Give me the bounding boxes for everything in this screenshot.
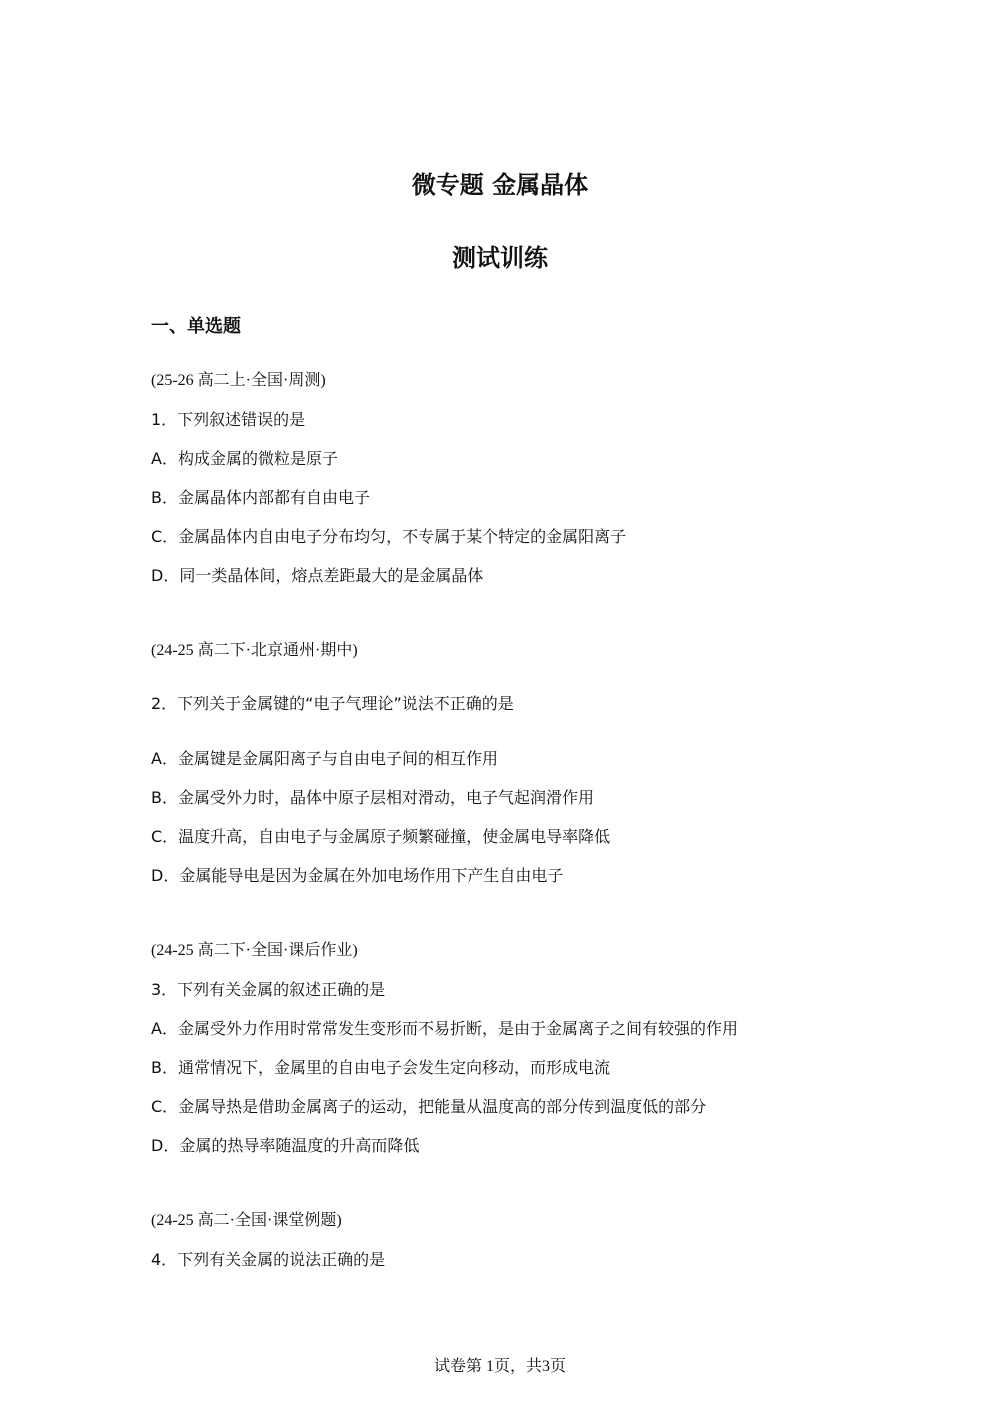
question-1-option-d: D．同一类晶体间，熔点差距最大的是金属晶体: [151, 566, 484, 585]
question-3-stem: 3．下列有关金属的叙述正确的是: [151, 980, 386, 999]
question-1-source: (25-26 高二上·全国·周测): [151, 372, 326, 389]
question-2-option-d: D．金属能导电是因为金属在外加电场作用下产生自由电子: [151, 866, 564, 885]
question-2-option-c: C．温度升高，自由电子与金属原子频繁碰撞，使金属电导率降低: [151, 827, 611, 846]
question-1-stem: 1．下列叙述错误的是: [151, 410, 306, 429]
question-2-option-b: B．金属受外力时，晶体中原子层相对滑动，电子气起润滑作用: [151, 788, 594, 807]
question-2-option-a: A．金属键是金属阳离子与自由电子间的相互作用: [151, 749, 498, 768]
question-2-stem: 2．下列关于金属键的“电子气理论”说法不正确的是: [151, 694, 514, 713]
page-footer: 试卷第 1页，共3页: [433, 1358, 566, 1375]
question-1-option-b: B．金属晶体内部都有自由电子: [151, 488, 370, 507]
question-3-option-c: C．金属导热是借助金属离子的运动，把能量从温度高的部分传到温度低的部分: [151, 1097, 707, 1116]
question-1-option-c: C．金属晶体内自由电子分布均匀，不专属于某个特定的金属阳离子: [151, 527, 627, 546]
question-3-option-a: A．金属受外力作用时常常发生变形而不易折断，是由于金属离子之间有较强的作用: [151, 1019, 738, 1038]
question-1-option-a: A．构成金属的微粒是原子: [151, 449, 338, 468]
question-3-source: (24-25 高二下·全国·课后作业): [151, 942, 358, 959]
section-heading: 一、单选题: [151, 316, 241, 337]
question-3-option-b: B．通常情况下，金属里的自由电子会发生定向移动，而形成电流: [151, 1058, 610, 1077]
question-4-source: (24-25 高二·全国·课堂例题): [151, 1212, 342, 1229]
question-3-option-d: D．金属的热导率随温度的升高而降低: [151, 1136, 420, 1155]
question-4-stem: 4．下列有关金属的说法正确的是: [151, 1250, 386, 1269]
question-2-source: (24-25 高二下·北京通州·期中): [151, 642, 358, 659]
page-title: 微专题 金属晶体: [411, 171, 589, 199]
page-subtitle: 测试训练: [452, 244, 548, 272]
